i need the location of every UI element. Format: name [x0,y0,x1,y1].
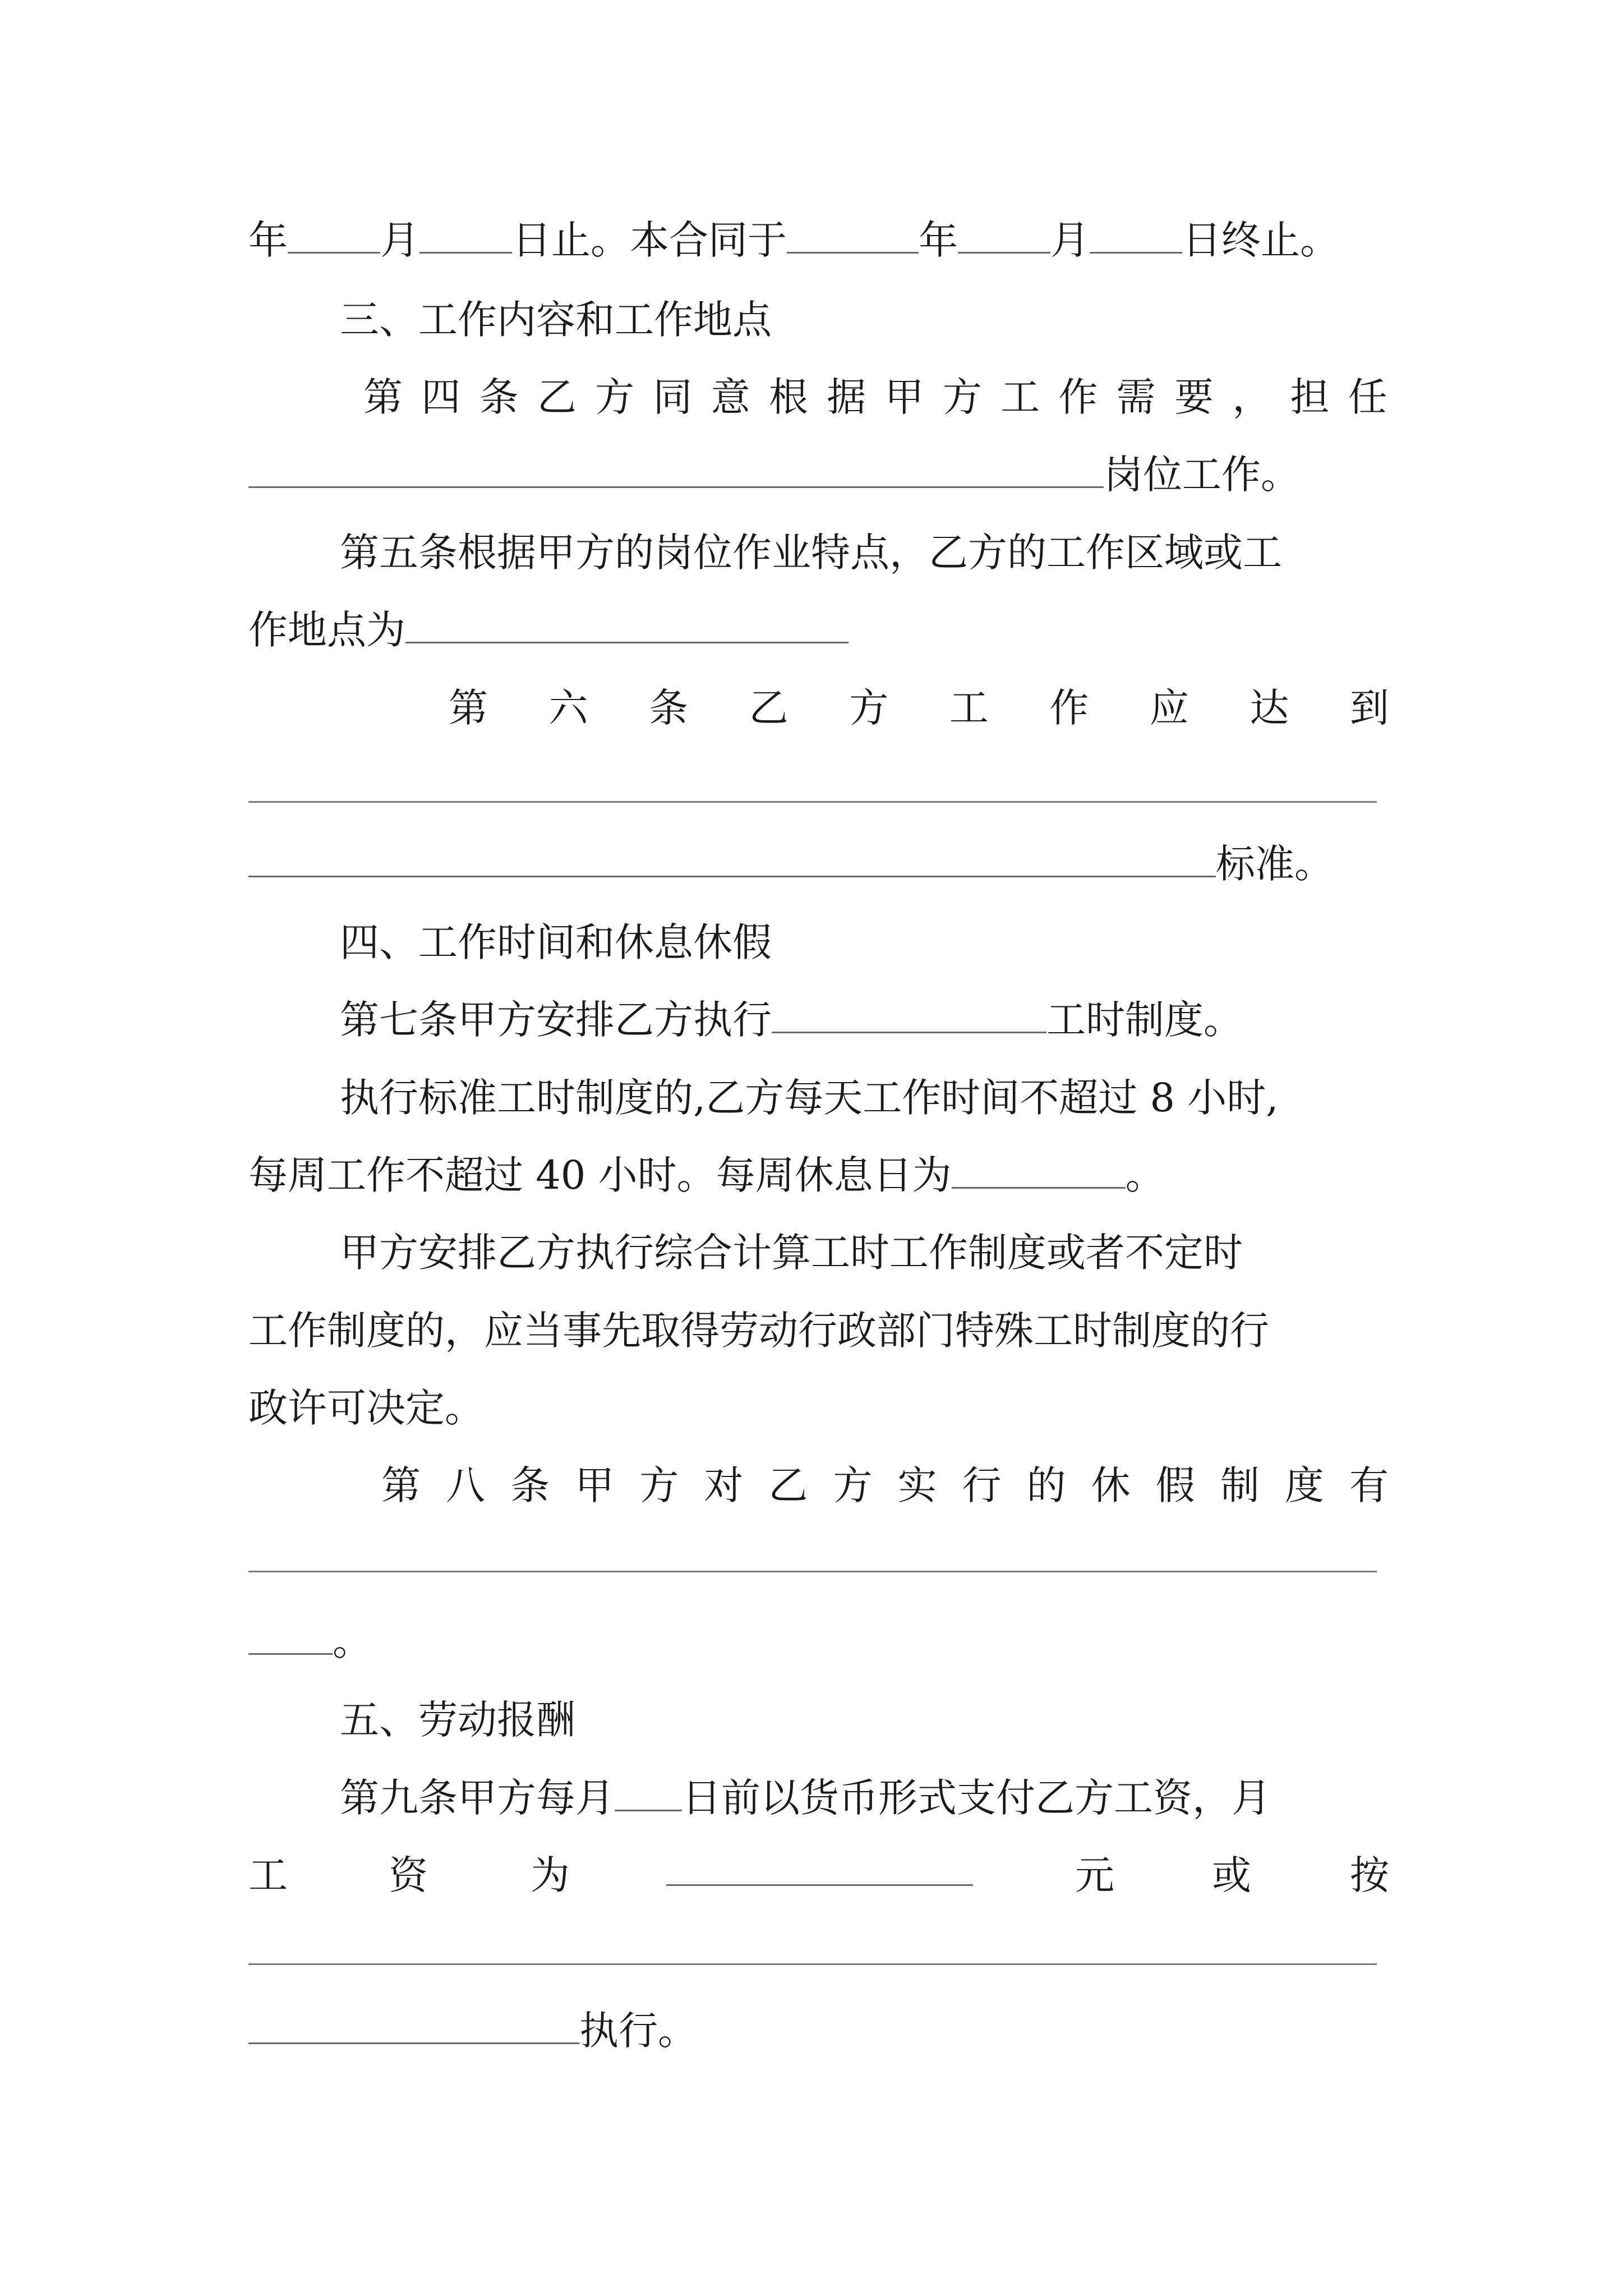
article-4-line-2 [248,447,1300,503]
blank-monthly-wage [666,1847,973,1886]
a8-char: 第 [381,1462,421,1508]
a4-char: 据 [827,374,866,420]
line-dates [248,212,1339,268]
section-heading-3: 三、工作内容和工作地点 [340,297,772,343]
a4-char: 第 [363,374,403,420]
a8-char: 制 [1220,1462,1260,1508]
text-month-2: 月 [1050,217,1090,263]
a6-char: 达 [1249,685,1289,731]
blank-year-term [787,215,919,254]
text-period: 。 [1125,1152,1165,1198]
text-position-work: 岗位工作。 [1104,452,1300,498]
article-8-line-1 [381,1457,1389,1513]
article-5-line-2 [248,602,849,658]
a6-char: 到 [1349,685,1389,731]
a8-char: 乙 [768,1462,808,1508]
blank-wage-basis [248,2005,579,2044]
a9-char: 为 [531,1852,570,1898]
a6-char: 工 [949,685,989,731]
a4-char: 意 [711,374,750,420]
a9-char: 或 [1212,1852,1251,1898]
a8-char: 甲 [575,1462,615,1508]
text-period-2: 。 [333,1618,372,1664]
a4-char: 甲 [884,374,924,420]
a4-char: ， [1232,374,1272,420]
a4-char: 需 [1116,374,1156,420]
blank-leave-system-full [248,1571,1377,1572]
a8-char: 度 [1284,1462,1324,1508]
a6-char: 第 [449,685,488,731]
text-day-until: 日止。本合同于 [512,217,787,263]
text-article-9: 第九条甲方每月 [340,1775,615,1821]
blank-wage-basis-full [248,1963,1377,1965]
blank-rest-day [952,1150,1126,1189]
comprehensive-hours-line-2: 工作制度的，应当事先取得劳动行政部门特殊工时制度的行 [248,1308,1269,1354]
a8-char: 对 [704,1462,744,1508]
a9-char: 元 [1075,1852,1114,1898]
a4-char: 担 [1290,374,1330,420]
blank-standard [248,839,1216,877]
text-article-7: 第七条甲方安排乙方执行 [340,997,772,1043]
a6-char: 乙 [749,685,789,731]
section-heading-4: 四、工作时间和休息休假 [340,919,772,965]
comprehensive-hours-line-1: 甲方安排乙方执行综合计算工时工作制度或者不定时 [340,1230,1243,1276]
a6-char: 方 [849,685,889,731]
article-8-line-3 [248,1613,372,1669]
a6-char: 作 [1049,685,1089,731]
article-9-line-1 [340,1770,1271,1826]
a8-char: 休 [1091,1462,1131,1508]
a8-char: 行 [962,1462,1002,1508]
text-year: 年 [248,217,288,263]
a8-char: 方 [639,1462,679,1508]
text-hours-system: 工时制度。 [1046,997,1243,1043]
text-execute: 执行。 [579,2008,697,2054]
a4-char: 同 [653,374,693,420]
blank-pay-day [615,1773,682,1811]
a8-char: 实 [897,1462,937,1508]
a4-char: 工 [1000,374,1040,420]
a4-char: 方 [942,374,982,420]
blank-position [248,449,1104,488]
a4-char: 任 [1348,374,1387,420]
article-4-line-1 [363,369,1387,425]
blank-day-term [1090,215,1182,254]
a9-char: 按 [1350,1852,1389,1898]
comprehensive-hours-line-3: 政许可决定。 [248,1385,484,1431]
article-6-line-3 [248,836,1334,892]
a9-char: 资 [389,1852,428,1898]
blank-month-end [419,215,512,254]
a4-char: 条 [479,374,519,420]
a9-char: 工 [248,1852,288,1898]
a8-char: 条 [510,1462,550,1508]
text-year-2: 年 [919,217,958,263]
a8-char: 八 [446,1462,486,1508]
blank-hours-system [772,995,1046,1033]
blank-leave-system [248,1616,333,1655]
article-7-line-1 [340,992,1243,1048]
text-standard: 标准。 [1216,841,1334,887]
a8-char: 的 [1026,1462,1066,1508]
a4-char: 四 [421,374,461,420]
blank-work-place [405,605,849,643]
standard-hours-line-2 [248,1147,1165,1203]
text-weekly-hours: 每周工作不超过 40 小时。每周休息日为 [248,1152,952,1198]
a4-char: 方 [595,374,635,420]
a4-char: 作 [1058,374,1098,420]
a4-char: 根 [768,374,808,420]
text-pay-method: 日前以货币形式支付乙方工资，月 [682,1775,1271,1821]
article-5-line-1: 第五条根据甲方的岗位作业特点，乙方的工作区域或工 [340,530,1282,576]
blank-month-term [958,215,1050,254]
a8-char: 有 [1349,1462,1389,1508]
a8-char: 方 [833,1462,873,1508]
text-work-place: 作地点为 [248,607,405,653]
blank-standard-full [248,801,1377,803]
article-6-line-1 [449,680,1389,736]
a4-char: 乙 [537,374,577,420]
a6-char: 应 [1149,685,1189,731]
text-day-end: 日终止。 [1182,217,1339,263]
section-heading-5: 五、劳动报酬 [340,1697,575,1743]
text-month: 月 [380,217,419,263]
a6-char: 条 [649,685,689,731]
standard-hours-line-1: 执行标准工时制度的,乙方每天工作时间不超过 8 小时, [340,1075,1279,1121]
a8-char: 假 [1155,1462,1195,1508]
blank-year-end [288,215,380,254]
article-9-line-4 [248,2003,697,2059]
a6-char: 六 [548,685,588,731]
a4-char: 要 [1174,374,1214,420]
